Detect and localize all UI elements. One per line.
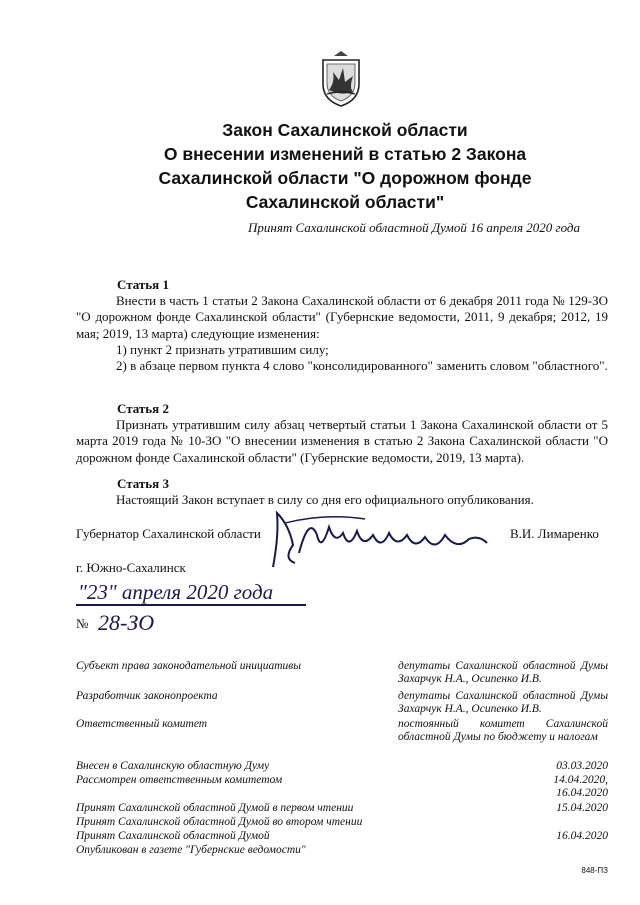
meta-label-committee: Ответственный комитет (76, 718, 208, 730)
handwritten-date: "23" апреля 2020 года (78, 580, 274, 604)
event-date-submitted: 03.03.2020 (556, 760, 608, 772)
article-2-paragraph-1: Признать утратившим силу абзац четвертый статьи 1 Закона Сахалинской области от 5 марта 2019 года № 10-ЗО "О внесении изменения в статью 2 Закона Сахалинской области "О дорожном фонде Сахалинской области" (Губернские ведомости, 2019, 13 марта). (76, 417, 608, 465)
meta-value-developer: депутаты Сахалинской областной Думы Захарчук Н.А., Осипенко И.В. (398, 690, 608, 716)
event-date-committee-review: 14.04.2020, 16.04.2020 (553, 774, 608, 800)
article-2-title: Статья 2 (117, 401, 169, 416)
meta-label-developer: Разработчик законопроекта (76, 690, 218, 702)
city: г. Южно-Сахалинск (76, 560, 186, 575)
event-date-first-reading: 15.04.2020 (556, 802, 608, 814)
handwritten-law-number: 28-ЗО (98, 610, 155, 635)
article-3-title: Статья 3 (117, 476, 169, 491)
law-title-line-3: Сахалинской области "О дорожном фонде (158, 168, 532, 188)
coat-of-arms-icon (319, 50, 363, 108)
event-label-submitted: Внесен в Сахалинскую областную Думу (76, 760, 270, 772)
article-3-paragraph-1: Настоящий Закон вступает в силу со дня его официального опубликования. (116, 492, 534, 507)
meta-value-initiator: депутаты Сахалинской областной Думы Захарчук Н.А., Осипенко И.В. (398, 660, 608, 686)
article-1-paragraph-2: 1) пункт 2 признать утратившим силу; (116, 342, 329, 357)
event-label-committee-review: Рассмотрен ответственным комитетом (76, 774, 283, 786)
governor-name: В.И. Лимаренко (510, 526, 599, 541)
article-1-paragraph-1: Внести в часть 1 статьи 2 Закона Сахалинской области от 6 декабря 2011 года № 129-ЗО "О дорожном фонде Сахалинской области" (Губернские ведомости, 2011, 9 декабря; 2012, 19 мая; 2019, 13 марта) следующие изменения: (76, 293, 608, 341)
law-title-line-1: Закон Сахалинской области (222, 120, 468, 140)
event-label-first-reading: Принят Сахалинской областной Думой в первом чтении (76, 802, 354, 814)
handwritten-signature (265, 505, 500, 575)
law-title-line-2: О внесении изменений в статью 2 Закона (163, 144, 527, 164)
event-date-adopted: 16.04.2020 (556, 830, 608, 842)
footer-code: 848-ПЗ (581, 866, 608, 875)
meta-label-initiator: Субъект права законодательной инициативы (76, 660, 302, 672)
governor-position: Губернатор Сахалинской области (76, 526, 261, 541)
adoption-note: Принят Сахалинской областной Думой 16 апреля 2020 года (248, 220, 580, 235)
law-title-line-4: Сахалинской области" (245, 192, 445, 212)
date-underline (76, 604, 306, 606)
article-1-paragraph-3: 2) в абзаце первом пункта 4 слово "консолидированного" заменить словом "областного". (116, 358, 608, 373)
event-label-adopted: Принят Сахалинской областной Думой (76, 830, 270, 842)
event-label-published: Опубликован в газете "Губернские ведомости" (76, 844, 306, 856)
event-label-second-reading: Принят Сахалинской областной Думой во втором чтении (76, 816, 363, 828)
number-label: № (76, 616, 89, 631)
article-1-title: Статья 1 (117, 277, 169, 292)
meta-value-committee: постоянный комитет Сахалинской областной Думы по бюджету и налогам (398, 718, 608, 744)
